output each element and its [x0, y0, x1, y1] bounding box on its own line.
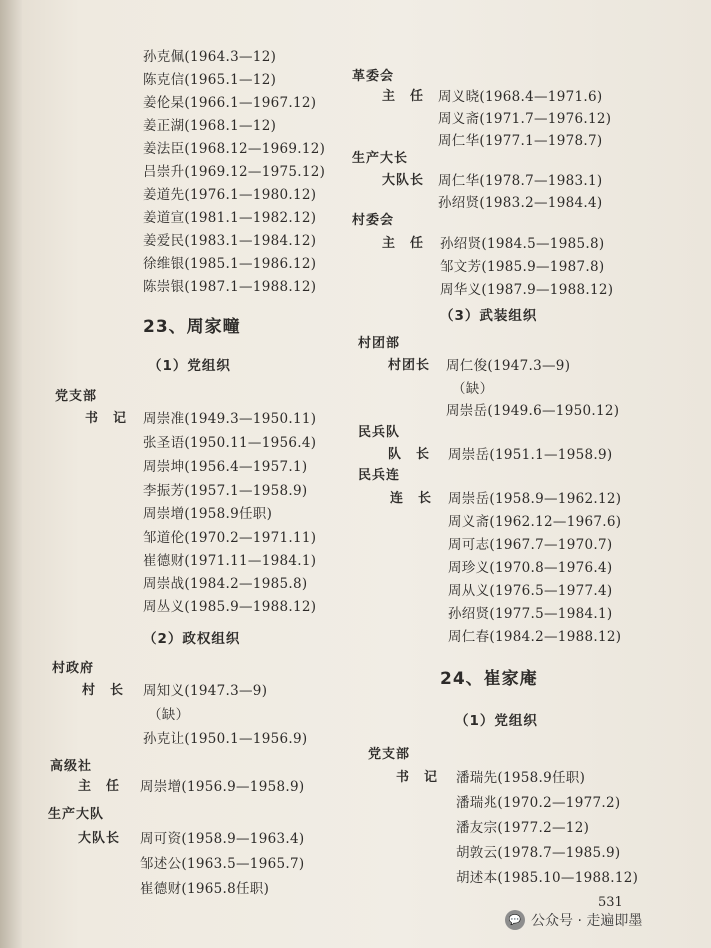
list-item: 陈崇银(1987.1—1988.12) [143, 279, 317, 295]
list-item: 周丛义(1985.9—1988.12) [143, 599, 317, 615]
org-label: 村政府 [52, 661, 95, 676]
list-item: 周从义(1976.5—1977.4) [448, 583, 613, 599]
list-item: 孙克让(1950.1—1956.9) [143, 731, 308, 747]
list-item: 周崇岳(1949.6—1950.12) [446, 403, 620, 419]
list-item: 周义斋(1962.12—1967.6) [448, 514, 622, 530]
list-item: 邹述公(1963.5—1965.7) [140, 856, 305, 872]
page-number: 531 [598, 895, 623, 910]
list-item: 周崇增(1958.9任职) [143, 506, 273, 522]
list-item: 徐维银(1985.1—1986.12) [143, 256, 317, 272]
role-label: 主 任 [382, 89, 425, 104]
list-item: 周崇准(1949.3—1950.11) [143, 411, 317, 427]
list-item: （缺） [148, 707, 190, 723]
list-item: 周义斋(1971.7—1976.12) [438, 111, 612, 127]
list-item: 崔德财(1965.8任职) [140, 881, 270, 897]
org-label: 村委会 [352, 213, 395, 228]
list-item: 孙克佩(1964.3—12) [143, 49, 277, 65]
list-item: 潘友宗(1977.2—12) [456, 820, 590, 836]
org-label: 党支部 [368, 747, 411, 762]
subsection-heading: （2）政权组织 [143, 631, 241, 647]
list-item: 姜正湖(1968.1—12) [143, 118, 277, 134]
list-item: 姜道宣(1981.1—1982.12) [143, 210, 317, 226]
list-item: 潘瑞先(1958.9任职) [456, 770, 586, 786]
role-label: 书 记 [396, 770, 439, 785]
list-item: 胡述本(1985.10—1988.12) [456, 870, 639, 886]
list-item: 周知义(1947.3—9) [143, 683, 268, 699]
list-item: 孙绍贤(1977.5—1984.1) [448, 606, 613, 622]
role-label: 主 任 [78, 779, 121, 794]
list-item: 姜爱民(1983.1—1984.12) [143, 233, 317, 249]
subsection-heading: （1）党组织 [148, 358, 231, 374]
list-item: 邹道伦(1970.2—1971.11) [143, 530, 317, 546]
org-label: 党支部 [55, 389, 98, 404]
list-item: 张圣语(1950.11—1956.4) [143, 435, 317, 451]
list-item: 吕崇升(1969.12—1975.12) [143, 164, 326, 180]
list-item: 周崇增(1956.9—1958.9) [140, 779, 305, 795]
org-label: 民兵队 [358, 425, 401, 440]
org-label: 村团部 [358, 336, 401, 351]
list-item: 周崇坤(1956.4—1957.1) [143, 459, 308, 475]
section-title: 24、崔家庵 [440, 669, 538, 689]
role-label: 村 长 [82, 683, 125, 698]
list-item: 周仁俊(1947.3—9) [446, 358, 571, 374]
list-item: 周仁华(1978.7—1983.1) [438, 173, 603, 189]
org-label: 高级社 [50, 759, 93, 774]
list-item: 姜法臣(1968.12—1969.12) [143, 141, 326, 157]
section-title: 23、周家疃 [143, 317, 241, 337]
list-item: 周仁春(1984.2—1988.12) [448, 629, 622, 645]
list-item: 孙绍贤(1983.2—1984.4) [438, 195, 603, 211]
list-item: 周珍义(1970.8—1976.4) [448, 560, 613, 576]
list-item: 周义晓(1968.4—1971.6) [438, 89, 603, 105]
list-item: 周仁华(1977.1—1978.7) [438, 133, 603, 149]
role-label: 连 长 [390, 491, 433, 506]
list-item: （缺） [452, 381, 494, 397]
list-item: 姜道先(1976.1—1980.12) [143, 187, 317, 203]
role-label: 队 长 [388, 447, 431, 462]
watermark [505, 908, 642, 932]
list-item: 孙绍贤(1984.5—1985.8) [440, 236, 605, 252]
role-label: 书 记 [85, 411, 128, 426]
list-item: 胡敦云(1978.7—1985.9) [456, 845, 621, 861]
list-item: 姜伦杲(1966.1—1967.12) [143, 95, 317, 111]
org-label: 革委会 [352, 69, 395, 84]
role-label: 大队长 [382, 173, 425, 188]
org-label: 生产大长 [352, 151, 409, 166]
list-item: 周可志(1967.7—1970.7) [448, 537, 613, 553]
role-label: 村团长 [388, 358, 431, 373]
watermark-text: 公众号 · 走遍即墨 [531, 913, 643, 929]
list-item: 周崇岳(1958.9—1962.12) [448, 491, 622, 507]
subsection-heading: （1）党组织 [455, 713, 538, 729]
org-label: 民兵连 [358, 468, 401, 483]
wechat-icon: 💬 [505, 910, 525, 930]
list-item: 潘瑞兆(1970.2—1977.2) [456, 795, 621, 811]
role-label: 大队长 [78, 831, 121, 846]
list-item: 陈克信(1965.1—12) [143, 72, 277, 88]
book-spine [0, 0, 22, 948]
list-item: 崔德财(1971.11—1984.1) [143, 553, 317, 569]
list-item: 周崇岳(1951.1—1958.9) [448, 447, 613, 463]
org-label: 生产大队 [48, 807, 105, 822]
list-item: 邹文芳(1985.9—1987.8) [440, 259, 605, 275]
list-item: 周华义(1987.9—1988.12) [440, 282, 614, 298]
list-item: 李振芳(1957.1—1958.9) [143, 483, 308, 499]
role-label: 主 任 [382, 236, 425, 251]
subsection-heading: （3）武装组织 [440, 308, 538, 324]
list-item: 周崇战(1984.2—1985.8) [143, 576, 308, 592]
list-item: 周可资(1958.9—1963.4) [140, 831, 305, 847]
